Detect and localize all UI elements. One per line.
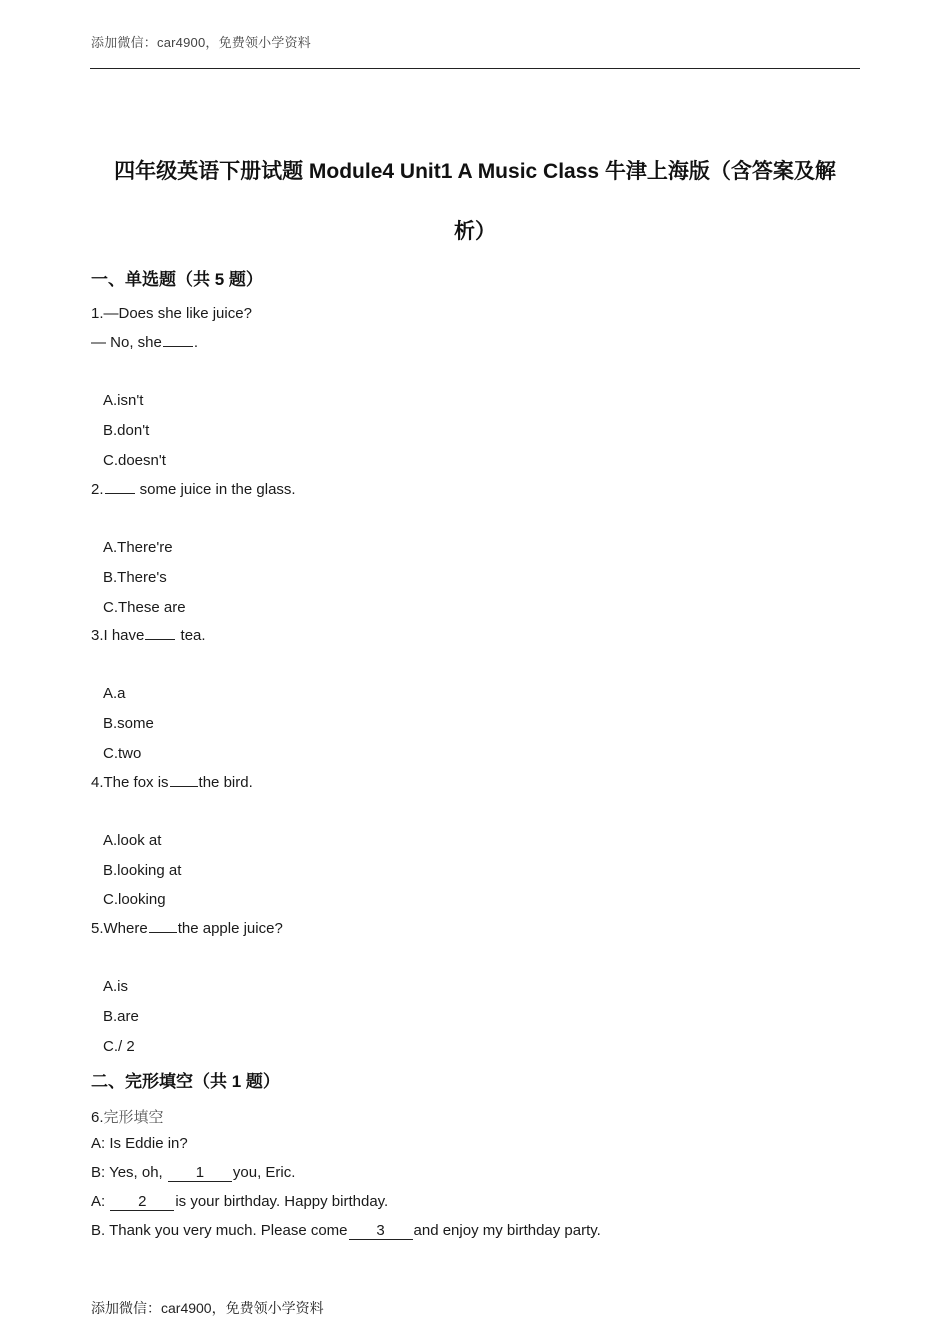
question-3-text: 3.I have [91,627,145,644]
section-title-single-choice: 一、单选题（共 5 题） [91,270,263,289]
question-2-option-c: C.These are [103,599,186,616]
question-5-option-b: B.are [103,1008,139,1025]
dialogue-text-end: you, Eric. [232,1164,296,1181]
answer-blank [145,627,175,640]
section-title-cloze: 二、完形填空（共 1 题） [91,1072,280,1091]
question-2-number: 2. [91,481,104,498]
dialogue-text: B. Thank you very much. Please come [91,1222,348,1239]
question-5-text-end: the apple juice? [177,920,283,937]
answer-blank [170,774,198,787]
dialogue-text-end: and enjoy my birthday party. [413,1222,601,1239]
question-4-option-b: B.looking at [103,862,182,879]
question-1-option-c: C.doesn't [103,452,166,469]
question-5-text: 5.Where [91,920,148,937]
question-1-stem-b [91,334,198,351]
dialogue-line-2 [91,1164,295,1182]
question-4-stem [91,774,253,791]
header-divider [90,68,860,69]
cloze-blank-2: 2 [110,1193,174,1211]
question-1-option-a: A.isn't [103,392,144,409]
header-note: 添加微信：car4900，免费领小学资料 [91,35,311,50]
question-6-header [91,1106,164,1127]
question-1-text: — No, she [91,334,162,351]
question-3-option-b: B.some [103,715,154,732]
dialogue-line-4 [91,1222,601,1240]
question-2-option-b: B.There's [103,569,167,586]
dialogue-line-1: A: Is Eddie in? [91,1135,188,1152]
question-2-option-a: A.There're [103,539,173,556]
cloze-blank-3: 3 [349,1222,413,1240]
question-4-option-a: A.look at [103,832,162,849]
cloze-blank-1: 1 [168,1164,232,1182]
question-1-text-end: . [193,334,199,351]
question-4-text: 4.The fox is [91,774,169,791]
title-line-2: 析） [454,220,496,243]
question-2-stem [91,481,296,498]
question-6-label: 完形填空 [103,1108,164,1126]
question-5-option-c: C./ 2 [103,1038,135,1055]
question-3-option-c: C.two [103,745,142,762]
title-line-1: 四年级英语下册试题 Module4 Unit1 A Music Class 牛津上海版（含答案及解 [114,160,836,183]
answer-blank [163,334,193,347]
question-4-option-c: C.looking [103,891,166,908]
question-5-option-a: A.is [103,978,129,995]
answer-blank [149,920,177,933]
document-title [100,142,850,262]
question-5-stem [91,920,283,937]
question-1-stem: 1.—Does she like juice? [91,305,252,322]
question-2-text: some juice in the glass. [135,481,296,498]
question-1-option-b: B.don't [103,422,150,439]
question-3-option-a: A.a [103,685,126,702]
dialogue-text: A: [91,1193,110,1210]
question-3-text-end: tea. [176,627,206,644]
question-4-text-end: the bird. [198,774,253,791]
answer-blank [105,481,135,494]
question-6-number: 6. [91,1109,104,1126]
dialogue-text-end: is your birthday. Happy birthday. [175,1193,389,1210]
footer-note: 添加微信：car4900，免费领小学资料 [91,1300,324,1316]
question-3-stem [91,627,206,644]
dialogue-text: B: Yes, oh, [91,1164,167,1181]
dialogue-line-3 [91,1193,388,1211]
